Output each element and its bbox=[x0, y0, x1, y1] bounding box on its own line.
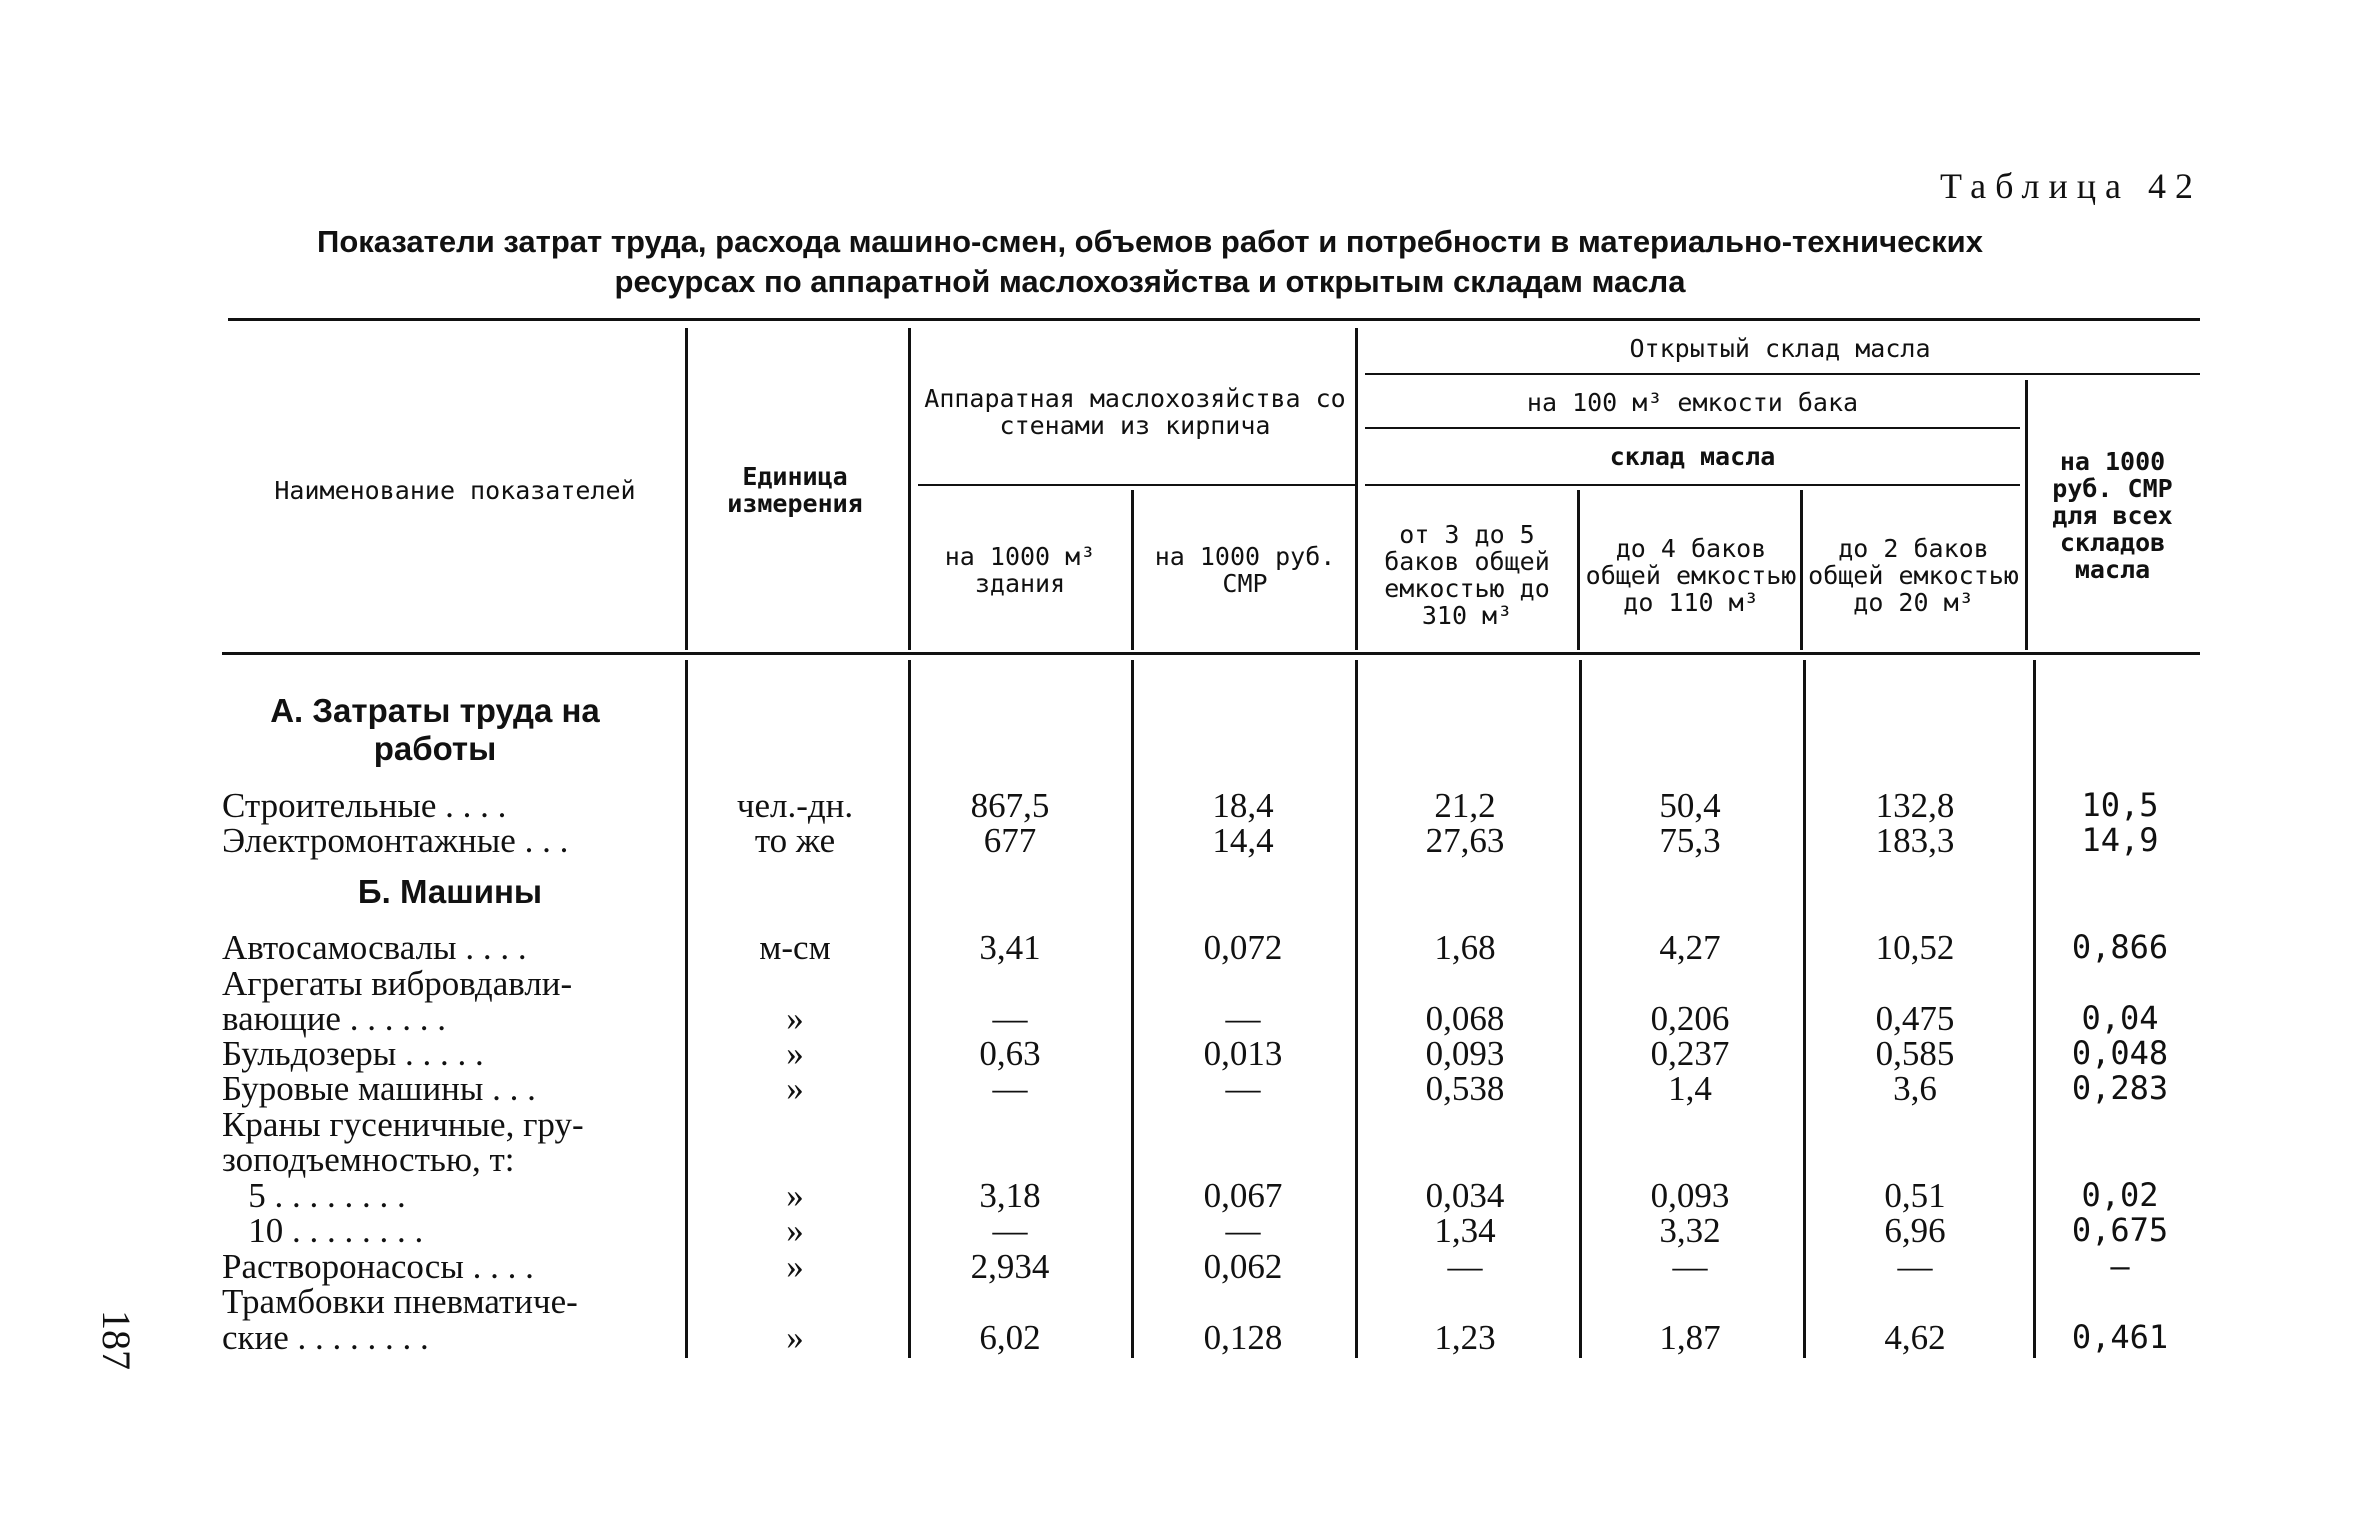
header-upto2-tanks: до 2 баков общей емкостью до 20 м³ bbox=[1808, 533, 2019, 617]
labor-row-value: 132,8 bbox=[1875, 786, 1955, 825]
labor-row-value: 183,3 bbox=[1875, 821, 1955, 860]
machine-row-value: — bbox=[2110, 1247, 2130, 1285]
machine-row-name: Агрегаты вибровдавли- bbox=[222, 964, 573, 1003]
labor-row-value: 867,5 bbox=[970, 786, 1050, 825]
labor-row-name: Строительные . . . . bbox=[222, 786, 507, 825]
header-apparatus-per-1000rub: на 1000 руб. СМР bbox=[1154, 542, 1336, 598]
machine-row-value: 0,013 bbox=[1203, 1034, 1283, 1073]
machine-row-name: Автосамосвалы . . . . bbox=[222, 928, 527, 967]
divider-upto4-upto2 bbox=[1800, 490, 1803, 650]
labor-row-value: 50,4 bbox=[1659, 786, 1721, 825]
labor-row-value: 21,2 bbox=[1434, 786, 1496, 825]
apparatus-rule bbox=[918, 484, 1358, 486]
machine-row-value: 0,04 bbox=[2081, 999, 2159, 1037]
machine-row-value: 6,96 bbox=[1884, 1211, 1946, 1250]
machine-row-value: 3,18 bbox=[979, 1176, 1041, 1215]
machine-row-unit: » bbox=[786, 1176, 804, 1215]
machine-row-value: — bbox=[1447, 1247, 1483, 1286]
labor-row-unit: чел.-дн. bbox=[736, 786, 854, 825]
open-storage-rule bbox=[1365, 373, 2200, 375]
labor-row-value: 18,4 bbox=[1212, 786, 1274, 825]
machine-row-value: 0,067 bbox=[1203, 1176, 1283, 1215]
labor-row-value: 677 bbox=[983, 821, 1037, 860]
machine-row-value: 1,4 bbox=[1668, 1069, 1712, 1108]
machine-row-unit: » bbox=[786, 1034, 804, 1073]
divider-apparatus-open bbox=[1355, 328, 1358, 650]
machine-row-value: 0,675 bbox=[2071, 1211, 2169, 1249]
table-title-line-1: Показатели затрат труда, расхода машино-смен, объемов работ и потребности в материально-технических bbox=[317, 224, 1983, 259]
section-a-heading: А. Затраты труда на работы bbox=[270, 692, 600, 767]
table-top-rule bbox=[228, 318, 2200, 321]
machine-row-unit: » bbox=[786, 1318, 804, 1357]
machine-row-name: 10 . . . . . . . . bbox=[222, 1211, 424, 1250]
machine-row-name: Трамбовки пневматиче- bbox=[222, 1282, 578, 1321]
labor-row-unit: то же bbox=[754, 821, 836, 860]
header-3to5-tanks: от 3 до 5 баков общей емкостью до 310 м³ bbox=[1384, 520, 1550, 630]
body-divider-apparatus-subcols bbox=[1131, 660, 1134, 1358]
machine-row-name: вающие . . . . . . bbox=[222, 999, 446, 1038]
body-divider-upto4-upto2 bbox=[1803, 660, 1806, 1358]
machine-row-value: 0,093 bbox=[1425, 1034, 1505, 1073]
labor-row-value: 27,63 bbox=[1425, 821, 1505, 860]
header-bottom-rule bbox=[222, 652, 2200, 655]
machine-row-value: 3,32 bbox=[1659, 1211, 1721, 1250]
machine-row-value: 0,866 bbox=[2071, 928, 2169, 966]
machine-row-value: 1,87 bbox=[1659, 1318, 1721, 1357]
labor-row-value: 75,3 bbox=[1659, 821, 1721, 860]
machine-row-value: 0,585 bbox=[1875, 1034, 1955, 1073]
machine-row-name: Бульдозеры . . . . . bbox=[222, 1034, 484, 1073]
table-title-line-2: ресурсах по аппаратной маслохозяйства и открытым складам масла bbox=[614, 264, 1686, 299]
machine-row-value: — bbox=[1897, 1247, 1933, 1286]
machine-row-value: 0,475 bbox=[1875, 999, 1955, 1038]
machine-row-value: 10,52 bbox=[1875, 928, 1955, 967]
labor-row-value: 10,5 bbox=[2081, 786, 2159, 824]
machine-row-value: 0,63 bbox=[979, 1034, 1041, 1073]
machine-row-value: 0,072 bbox=[1203, 928, 1283, 967]
machine-row-value: 0,128 bbox=[1203, 1318, 1283, 1357]
machine-row-name: Растворонасосы . . . . bbox=[222, 1247, 534, 1286]
machine-row-value: 0,283 bbox=[2071, 1069, 2169, 1107]
machine-row-value: 1,23 bbox=[1434, 1318, 1496, 1357]
machine-row-value: 4,27 bbox=[1659, 928, 1721, 967]
machine-row-value: 6,02 bbox=[979, 1318, 1041, 1357]
machine-row-value: — bbox=[1225, 1069, 1261, 1108]
divider-apparatus-subcols bbox=[1131, 490, 1134, 650]
divider-name-unit bbox=[685, 328, 688, 650]
machine-row-value: 0,02 bbox=[2081, 1176, 2159, 1214]
machine-row-name: ские . . . . . . . . bbox=[222, 1318, 429, 1357]
machine-row-value: 0,538 bbox=[1425, 1069, 1505, 1108]
divider-upto2-all bbox=[2025, 380, 2028, 650]
machine-row-value: — bbox=[992, 999, 1028, 1038]
header-apparatus-per-1000m3: на 1000 м³ здания bbox=[944, 542, 1096, 598]
machine-row-value: — bbox=[1225, 1211, 1261, 1250]
machine-row-value: 0,206 bbox=[1650, 999, 1730, 1038]
header-apparatus: Аппаратная маслохозяйства со стенами из кирпича bbox=[924, 384, 1346, 440]
machine-row-value: — bbox=[1225, 999, 1261, 1038]
section-b-heading: Б. Машины bbox=[357, 873, 543, 910]
machine-row-unit: » bbox=[786, 1247, 804, 1286]
machine-row-value: 0,51 bbox=[1884, 1176, 1946, 1215]
machine-row-value: 0,062 bbox=[1203, 1247, 1283, 1286]
machine-row-name: зоподъемностью, т: bbox=[222, 1140, 515, 1179]
machine-row-value: — bbox=[1672, 1247, 1708, 1286]
body-divider-3to5-upto4 bbox=[1579, 660, 1582, 1358]
body-divider-name-unit bbox=[685, 660, 688, 1358]
machine-row-unit: » bbox=[786, 999, 804, 1038]
table-number-label: Таблица 42 bbox=[1940, 166, 2202, 206]
machine-row-value: 0,093 bbox=[1650, 1176, 1730, 1215]
machine-row-value: 0,237 bbox=[1650, 1034, 1730, 1073]
labor-row-value: 14,4 bbox=[1212, 821, 1274, 860]
per-100m3-rule bbox=[1365, 427, 2020, 429]
machine-row-value: — bbox=[992, 1069, 1028, 1108]
divider-3to5-upto4 bbox=[1577, 490, 1580, 650]
header-upto4-tanks: до 4 баков общей емкостью до 110 м³ bbox=[1585, 533, 1797, 617]
header-open-storage: Открытый склад масла bbox=[1629, 333, 1931, 363]
header-all-storages: на 1000 руб. СМР для всех складов масла bbox=[2052, 446, 2173, 584]
machine-row-name: Буровые машины . . . bbox=[222, 1069, 536, 1108]
machine-row-value: 0,048 bbox=[2071, 1034, 2169, 1072]
machine-row-unit: » bbox=[786, 1211, 804, 1250]
header-oil-storage: склад масла bbox=[1609, 441, 1776, 471]
machine-row-unit: » bbox=[786, 1069, 804, 1108]
machine-row-value: 3,41 bbox=[979, 928, 1041, 967]
divider-unit-apparatus bbox=[908, 328, 911, 650]
machine-row-value: 0,068 bbox=[1425, 999, 1505, 1038]
header-name: Наименование показателей bbox=[274, 475, 636, 505]
labor-row-value: 14,9 bbox=[2081, 821, 2159, 859]
machine-row-value: 4,62 bbox=[1884, 1318, 1946, 1357]
header-unit: Единица измерения bbox=[727, 462, 863, 518]
machine-row-value: 3,6 bbox=[1893, 1069, 1937, 1108]
machine-row-value: 0,034 bbox=[1425, 1176, 1505, 1215]
machine-row-name: 5 . . . . . . . . bbox=[222, 1176, 406, 1215]
labor-row-name: Электромонтажные . . . bbox=[222, 821, 569, 860]
machine-row-unit: м-см bbox=[759, 928, 831, 967]
machine-row-value: 0,461 bbox=[2071, 1318, 2169, 1356]
machine-row-value: 1,68 bbox=[1434, 928, 1496, 967]
header-per-100m3: на 100 м³ емкости бака bbox=[1526, 387, 1859, 417]
table-title bbox=[220, 222, 2080, 302]
machine-row-value: — bbox=[992, 1211, 1028, 1250]
machine-row-name: Краны гусеничные, гру- bbox=[222, 1105, 584, 1144]
body-divider-apparatus-open bbox=[1355, 660, 1358, 1358]
machine-row-value: 1,34 bbox=[1434, 1211, 1496, 1250]
oil-storage-rule bbox=[1365, 484, 2020, 486]
machine-row-value: 2,934 bbox=[970, 1247, 1050, 1286]
page-number: 187 bbox=[94, 1310, 139, 1370]
